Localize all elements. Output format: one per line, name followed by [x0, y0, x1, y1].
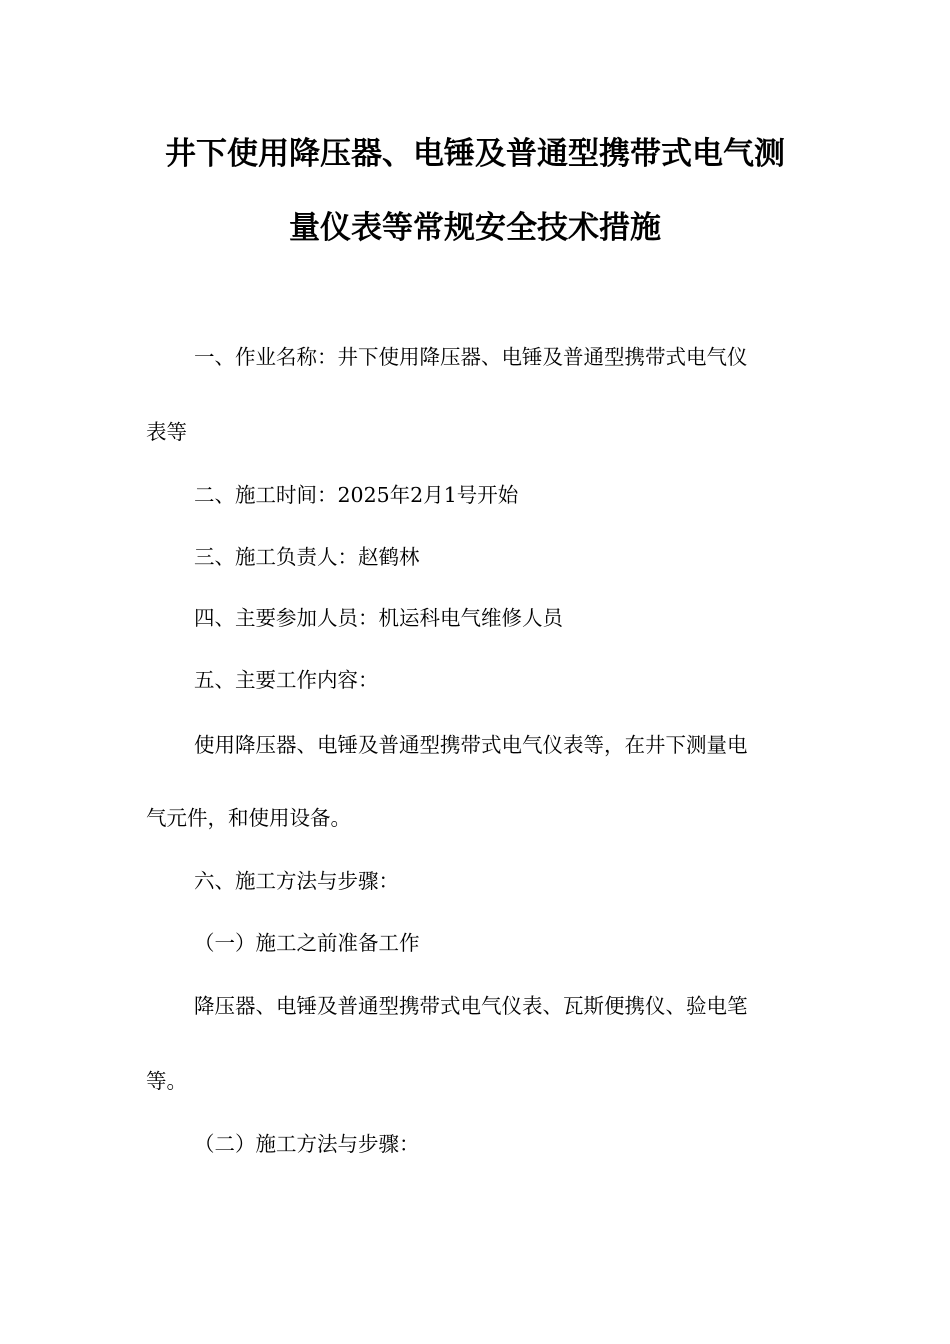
methods-steps-heading: 六、施工方法与步骤： — [194, 869, 399, 893]
main-work-heading: 五、主要工作内容： — [194, 668, 379, 692]
main-work-content-continuation: 气元件，和使用设备。 — [146, 806, 351, 830]
document-title-line-2: 量仪表等常规安全技术措施 — [289, 210, 661, 246]
work-name-continuation: 表等 — [146, 420, 187, 444]
preparation-subheading: （一）施工之前准备工作 — [194, 931, 420, 955]
preparation-content-line: 降压器、电锤及普通型携带式电气仪表、瓦斯便携仪、验电笔 — [194, 994, 748, 1018]
participants-line: 四、主要参加人员：机运科电气维修人员 — [194, 606, 563, 630]
construction-time-line: 二、施工时间：2025年2月1号开始 — [194, 483, 519, 507]
responsible-person-line: 三、施工负责人：赵鹤林 — [194, 545, 420, 569]
methods-steps-subheading: （二）施工方法与步骤： — [194, 1132, 420, 1156]
document-title-line-1: 井下使用降压器、电锤及普通型携带式电气测 — [165, 136, 785, 172]
work-name-line: 一、作业名称：井下使用降压器、电锤及普通型携带式电气仪 — [194, 345, 748, 369]
main-work-content-line: 使用降压器、电锤及普通型携带式电气仪表等，在井下测量电 — [194, 733, 748, 757]
preparation-content-continuation: 等。 — [146, 1069, 187, 1093]
